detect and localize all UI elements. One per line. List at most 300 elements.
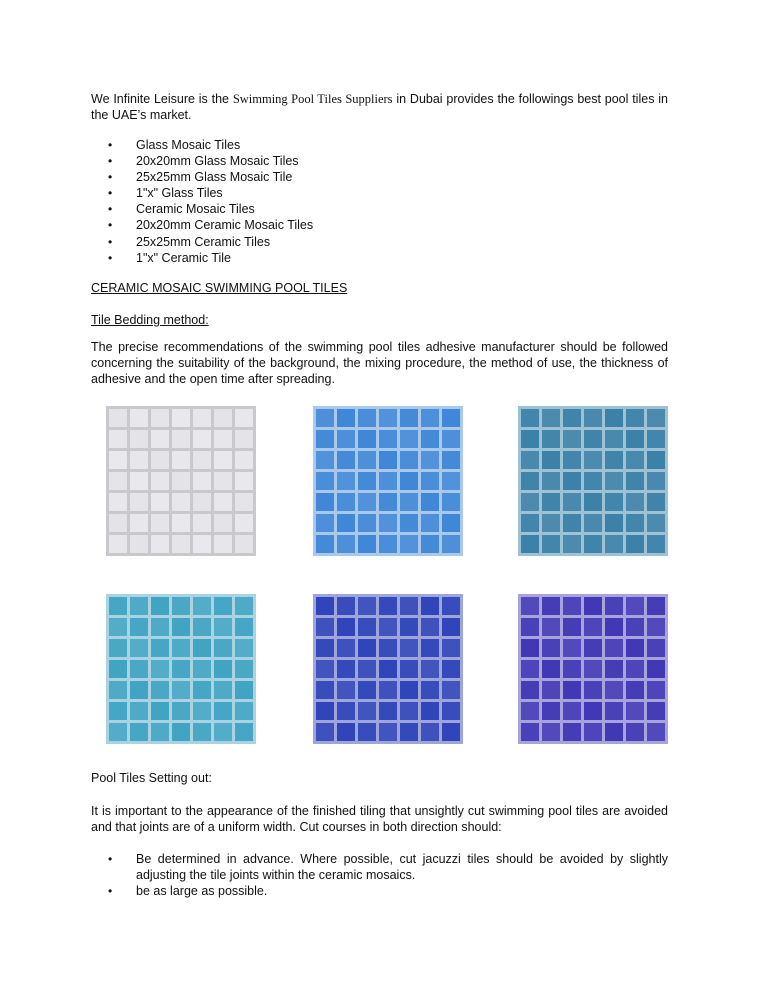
mosaic-cell bbox=[358, 430, 376, 448]
mosaic-cell bbox=[647, 493, 665, 511]
mosaic-cell bbox=[400, 451, 418, 469]
mosaic-cell bbox=[130, 723, 148, 741]
mosaic-cell bbox=[521, 660, 539, 678]
mosaic-cell bbox=[400, 618, 418, 636]
mosaic-cell bbox=[337, 723, 355, 741]
mosaic-cell bbox=[605, 597, 623, 615]
mosaic-cell bbox=[584, 639, 602, 657]
mosaic-cell bbox=[563, 472, 581, 490]
mosaic-cell bbox=[521, 723, 539, 741]
list-item: • 20x20mm Ceramic Mosaic Tiles bbox=[108, 217, 313, 233]
mosaic-cell bbox=[647, 535, 665, 553]
mosaic-cell bbox=[442, 472, 460, 490]
mosaic-cell bbox=[563, 514, 581, 532]
mosaic-cell bbox=[563, 409, 581, 427]
mosaic-cell bbox=[193, 681, 211, 699]
list-item: • 25x25mm Ceramic Tiles bbox=[108, 234, 313, 250]
tile-image-royal-blue bbox=[313, 594, 463, 744]
mosaic-cell bbox=[109, 472, 127, 490]
mosaic-cell bbox=[605, 451, 623, 469]
mosaic-grid bbox=[106, 594, 256, 744]
mosaic-cell bbox=[421, 702, 439, 720]
mosaic-cell bbox=[316, 597, 334, 615]
mosaic-cell bbox=[379, 472, 397, 490]
mosaic-cell bbox=[193, 430, 211, 448]
mosaic-cell bbox=[358, 535, 376, 553]
bedding-heading: Tile Bedding method: bbox=[91, 313, 209, 327]
mosaic-cell bbox=[358, 639, 376, 657]
list-item: • Be determined in advance. Where possible, cut jacuzzi tiles should be avoided by slightly adjusting the tile joints within the ceramic mosaics. bbox=[108, 851, 668, 883]
mosaic-cell bbox=[647, 723, 665, 741]
mosaic-cell bbox=[316, 618, 334, 636]
mosaic-cell bbox=[400, 723, 418, 741]
mosaic-cell bbox=[130, 660, 148, 678]
mosaic-cell bbox=[421, 723, 439, 741]
mosaic-cell bbox=[214, 723, 232, 741]
mosaic-cell bbox=[235, 639, 253, 657]
mosaic-cell bbox=[626, 723, 644, 741]
mosaic-cell bbox=[521, 535, 539, 553]
mosaic-cell bbox=[379, 514, 397, 532]
mosaic-cell bbox=[421, 660, 439, 678]
mosaic-cell bbox=[379, 723, 397, 741]
mosaic-cell bbox=[400, 472, 418, 490]
mosaic-cell bbox=[358, 451, 376, 469]
mosaic-cell bbox=[584, 430, 602, 448]
mosaic-cell bbox=[130, 618, 148, 636]
mosaic-cell bbox=[442, 618, 460, 636]
mosaic-cell bbox=[337, 681, 355, 699]
tile-image-aqua bbox=[106, 594, 256, 744]
mosaic-cell bbox=[626, 409, 644, 427]
mosaic-cell bbox=[605, 409, 623, 427]
mosaic-cell bbox=[626, 514, 644, 532]
mosaic-cell bbox=[542, 409, 560, 427]
mosaic-cell bbox=[235, 430, 253, 448]
mosaic-cell bbox=[584, 535, 602, 553]
mosaic-cell bbox=[379, 597, 397, 615]
mosaic-cell bbox=[626, 493, 644, 511]
mosaic-cell bbox=[400, 430, 418, 448]
mosaic-cell bbox=[337, 409, 355, 427]
mosaic-cell bbox=[172, 430, 190, 448]
mosaic-cell bbox=[358, 514, 376, 532]
mosaic-cell bbox=[358, 472, 376, 490]
mosaic-cell bbox=[626, 472, 644, 490]
mosaic-cell bbox=[442, 639, 460, 657]
mosaic-cell bbox=[109, 618, 127, 636]
mosaic-grid bbox=[518, 406, 668, 556]
mosaic-cell bbox=[442, 702, 460, 720]
mosaic-cell bbox=[379, 535, 397, 553]
mosaic-cell bbox=[214, 430, 232, 448]
mosaic-cell bbox=[442, 535, 460, 553]
mosaic-cell bbox=[563, 597, 581, 615]
mosaic-cell bbox=[316, 639, 334, 657]
mosaic-cell bbox=[605, 660, 623, 678]
mosaic-cell bbox=[172, 618, 190, 636]
mosaic-cell bbox=[130, 409, 148, 427]
mosaic-cell bbox=[400, 639, 418, 657]
mosaic-cell bbox=[337, 702, 355, 720]
mosaic-cell bbox=[563, 430, 581, 448]
mosaic-cell bbox=[563, 639, 581, 657]
mosaic-cell bbox=[421, 472, 439, 490]
mosaic-cell bbox=[151, 409, 169, 427]
tile-types-list bbox=[108, 137, 313, 266]
mosaic-cell bbox=[172, 451, 190, 469]
mosaic-cell bbox=[337, 618, 355, 636]
mosaic-cell bbox=[316, 472, 334, 490]
mosaic-cell bbox=[151, 514, 169, 532]
mosaic-cell bbox=[130, 514, 148, 532]
mosaic-cell bbox=[109, 702, 127, 720]
list-item: • 1"x" Glass Tiles bbox=[108, 185, 313, 201]
mosaic-cell bbox=[172, 681, 190, 699]
mosaic-cell bbox=[214, 639, 232, 657]
mosaic-cell bbox=[193, 493, 211, 511]
mosaic-cell bbox=[521, 451, 539, 469]
mosaic-cell bbox=[442, 660, 460, 678]
mosaic-cell bbox=[584, 681, 602, 699]
mosaic-cell bbox=[109, 514, 127, 532]
mosaic-cell bbox=[421, 514, 439, 532]
mosaic-cell bbox=[235, 618, 253, 636]
mosaic-cell bbox=[109, 597, 127, 615]
intro-paragraph bbox=[91, 91, 668, 123]
tile-image-dark-teal bbox=[518, 406, 668, 556]
mosaic-cell bbox=[584, 702, 602, 720]
mosaic-cell bbox=[214, 451, 232, 469]
mosaic-cell bbox=[421, 681, 439, 699]
mosaic-cell bbox=[605, 430, 623, 448]
mosaic-cell bbox=[214, 472, 232, 490]
mosaic-cell bbox=[542, 681, 560, 699]
mosaic-grid bbox=[313, 406, 463, 556]
mosaic-cell bbox=[542, 702, 560, 720]
mosaic-cell bbox=[626, 430, 644, 448]
mosaic-cell bbox=[521, 639, 539, 657]
mosaic-cell bbox=[379, 409, 397, 427]
bedding-paragraph: The precise recommendations of the swimming pool tiles adhesive manufacturer should be followed concerning the suitability of the background, the mixing procedure, the method of use, the thickness of adhesive and the open time after spreading. bbox=[91, 340, 668, 386]
mosaic-cell bbox=[584, 597, 602, 615]
mosaic-cell bbox=[647, 451, 665, 469]
mosaic-cell bbox=[151, 430, 169, 448]
mosaic-cell bbox=[421, 493, 439, 511]
mosaic-cell bbox=[193, 723, 211, 741]
mosaic-cell bbox=[130, 472, 148, 490]
mosaic-cell bbox=[626, 702, 644, 720]
mosaic-cell bbox=[151, 535, 169, 553]
mosaic-cell bbox=[605, 493, 623, 511]
mosaic-cell bbox=[151, 639, 169, 657]
mosaic-cell bbox=[316, 723, 334, 741]
mosaic-cell bbox=[130, 597, 148, 615]
mosaic-cell bbox=[442, 514, 460, 532]
mosaic-cell bbox=[647, 514, 665, 532]
mosaic-cell bbox=[400, 660, 418, 678]
mosaic-cell bbox=[442, 430, 460, 448]
mosaic-cell bbox=[442, 409, 460, 427]
mosaic-cell bbox=[379, 430, 397, 448]
mosaic-cell bbox=[605, 514, 623, 532]
suppliers-link-text: Swimming Pool Tiles Suppliers bbox=[232, 92, 393, 106]
mosaic-cell bbox=[235, 660, 253, 678]
mosaic-cell bbox=[542, 472, 560, 490]
mosaic-cell bbox=[172, 597, 190, 615]
mosaic-cell bbox=[235, 597, 253, 615]
mosaic-cell bbox=[109, 430, 127, 448]
mosaic-cell bbox=[151, 618, 169, 636]
mosaic-cell bbox=[214, 409, 232, 427]
mosaic-cell bbox=[235, 681, 253, 699]
mosaic-cell bbox=[626, 660, 644, 678]
mosaic-cell bbox=[563, 681, 581, 699]
mosaic-cell bbox=[584, 514, 602, 532]
mosaic-cell bbox=[193, 535, 211, 553]
setting-paragraph: It is important to the appearance of the finished tiling that unsightly cut swimming pool tiles are avoided and that joints are of a uniform width. Cut courses in both direction should: bbox=[91, 804, 668, 834]
mosaic-cell bbox=[193, 660, 211, 678]
mosaic-cell bbox=[563, 451, 581, 469]
mosaic-cell bbox=[172, 702, 190, 720]
mosaic-cell bbox=[109, 535, 127, 553]
mosaic-cell bbox=[379, 639, 397, 657]
mosaic-cell bbox=[421, 535, 439, 553]
mosaic-cell bbox=[626, 618, 644, 636]
mosaic-cell bbox=[130, 681, 148, 699]
tile-image-white bbox=[106, 406, 256, 556]
mosaic-cell bbox=[130, 451, 148, 469]
mosaic-cell bbox=[605, 472, 623, 490]
mosaic-cell bbox=[400, 535, 418, 553]
mosaic-cell bbox=[358, 409, 376, 427]
mosaic-cell bbox=[647, 472, 665, 490]
mosaic-cell bbox=[542, 723, 560, 741]
mosaic-cell bbox=[542, 430, 560, 448]
mosaic-cell bbox=[442, 493, 460, 511]
mosaic-cell bbox=[421, 618, 439, 636]
mosaic-cell bbox=[542, 535, 560, 553]
mosaic-cell bbox=[151, 723, 169, 741]
mosaic-grid bbox=[518, 594, 668, 744]
mosaic-cell bbox=[605, 702, 623, 720]
list-item: • 20x20mm Glass Mosaic Tiles bbox=[108, 153, 313, 169]
mosaic-cell bbox=[109, 493, 127, 511]
mosaic-cell bbox=[563, 660, 581, 678]
mosaic-cell bbox=[130, 702, 148, 720]
mosaic-cell bbox=[400, 514, 418, 532]
mosaic-cell bbox=[214, 597, 232, 615]
mosaic-cell bbox=[337, 430, 355, 448]
mosaic-cell bbox=[358, 702, 376, 720]
mosaic-cell bbox=[109, 451, 127, 469]
mosaic-cell bbox=[151, 660, 169, 678]
mosaic-cell bbox=[172, 639, 190, 657]
mosaic-cell bbox=[542, 639, 560, 657]
mosaic-cell bbox=[442, 681, 460, 699]
mosaic-cell bbox=[647, 409, 665, 427]
mosaic-cell bbox=[109, 660, 127, 678]
mosaic-cell bbox=[521, 514, 539, 532]
mosaic-cell bbox=[563, 723, 581, 741]
mosaic-cell bbox=[193, 618, 211, 636]
intro-text-end: in Dubai provides the followings best pool tiles in the UAE’s market. bbox=[91, 92, 668, 122]
mosaic-cell bbox=[584, 660, 602, 678]
mosaic-cell bbox=[151, 451, 169, 469]
mosaic-cell bbox=[442, 723, 460, 741]
mosaic-cell bbox=[421, 597, 439, 615]
mosaic-cell bbox=[235, 702, 253, 720]
mosaic-cell bbox=[379, 681, 397, 699]
mosaic-cell bbox=[337, 597, 355, 615]
mosaic-cell bbox=[584, 493, 602, 511]
mosaic-cell bbox=[584, 451, 602, 469]
mosaic-cell bbox=[605, 618, 623, 636]
intro-text-start: We Infinite Leisure is the bbox=[91, 92, 233, 106]
mosaic-cell bbox=[151, 493, 169, 511]
mosaic-cell bbox=[521, 597, 539, 615]
mosaic-cell bbox=[316, 681, 334, 699]
mosaic-cell bbox=[421, 451, 439, 469]
mosaic-cell bbox=[193, 514, 211, 532]
mosaic-cell bbox=[235, 723, 253, 741]
mosaic-cell bbox=[584, 723, 602, 741]
mosaic-cell bbox=[647, 597, 665, 615]
mosaic-cell bbox=[337, 639, 355, 657]
mosaic-cell bbox=[235, 535, 253, 553]
list-item: • 25x25mm Glass Mosaic Tile bbox=[108, 169, 313, 185]
mosaic-cell bbox=[379, 660, 397, 678]
mosaic-grid bbox=[106, 406, 256, 556]
mosaic-cell bbox=[521, 618, 539, 636]
mosaic-cell bbox=[172, 514, 190, 532]
setting-points-list bbox=[108, 851, 668, 899]
mosaic-cell bbox=[193, 409, 211, 427]
mosaic-cell bbox=[521, 702, 539, 720]
mosaic-cell bbox=[337, 451, 355, 469]
mosaic-cell bbox=[542, 514, 560, 532]
mosaic-cell bbox=[172, 493, 190, 511]
section-heading: CERAMIC MOSAIC SWIMMING POOL TILES bbox=[91, 281, 348, 295]
mosaic-cell bbox=[109, 681, 127, 699]
mosaic-cell bbox=[235, 514, 253, 532]
mosaic-cell bbox=[193, 451, 211, 469]
mosaic-cell bbox=[151, 597, 169, 615]
mosaic-cell bbox=[379, 618, 397, 636]
mosaic-cell bbox=[214, 681, 232, 699]
mosaic-cell bbox=[584, 618, 602, 636]
mosaic-cell bbox=[542, 618, 560, 636]
mosaic-cell bbox=[130, 493, 148, 511]
mosaic-cell bbox=[337, 472, 355, 490]
mosaic-cell bbox=[563, 535, 581, 553]
mosaic-cell bbox=[442, 451, 460, 469]
mosaic-cell bbox=[151, 702, 169, 720]
mosaic-cell bbox=[316, 451, 334, 469]
mosaic-cell bbox=[521, 681, 539, 699]
mosaic-cell bbox=[337, 535, 355, 553]
mosaic-cell bbox=[626, 639, 644, 657]
mosaic-cell bbox=[214, 514, 232, 532]
mosaic-cell bbox=[647, 681, 665, 699]
mosaic-cell bbox=[400, 493, 418, 511]
mosaic-grid bbox=[313, 594, 463, 744]
mosaic-cell bbox=[214, 618, 232, 636]
mosaic-cell bbox=[172, 409, 190, 427]
mosaic-cell bbox=[379, 702, 397, 720]
mosaic-cell bbox=[563, 493, 581, 511]
mosaic-cell bbox=[130, 430, 148, 448]
mosaic-cell bbox=[214, 493, 232, 511]
mosaic-cell bbox=[337, 660, 355, 678]
mosaic-cell bbox=[358, 723, 376, 741]
mosaic-cell bbox=[521, 409, 539, 427]
mosaic-cell bbox=[214, 660, 232, 678]
mosaic-cell bbox=[647, 702, 665, 720]
mosaic-cell bbox=[358, 493, 376, 511]
mosaic-cell bbox=[521, 430, 539, 448]
tile-image-light-blue bbox=[313, 406, 463, 556]
mosaic-cell bbox=[605, 723, 623, 741]
mosaic-cell bbox=[337, 493, 355, 511]
mosaic-cell bbox=[542, 493, 560, 511]
mosaic-cell bbox=[563, 702, 581, 720]
mosaic-cell bbox=[605, 681, 623, 699]
mosaic-cell bbox=[316, 660, 334, 678]
mosaic-cell bbox=[172, 472, 190, 490]
mosaic-cell bbox=[421, 409, 439, 427]
mosaic-cell bbox=[542, 660, 560, 678]
mosaic-cell bbox=[235, 472, 253, 490]
mosaic-cell bbox=[172, 660, 190, 678]
mosaic-cell bbox=[400, 681, 418, 699]
mosaic-cell bbox=[193, 597, 211, 615]
mosaic-cell bbox=[626, 681, 644, 699]
mosaic-cell bbox=[316, 409, 334, 427]
mosaic-cell bbox=[235, 451, 253, 469]
mosaic-cell bbox=[605, 639, 623, 657]
mosaic-cell bbox=[647, 639, 665, 657]
mosaic-cell bbox=[400, 409, 418, 427]
mosaic-cell bbox=[358, 597, 376, 615]
mosaic-cell bbox=[130, 639, 148, 657]
mosaic-cell bbox=[316, 535, 334, 553]
list-item: • 1"x" Ceramic Tile bbox=[108, 250, 313, 266]
list-item: • Glass Mosaic Tiles bbox=[108, 137, 313, 153]
mosaic-cell bbox=[605, 535, 623, 553]
mosaic-cell bbox=[400, 597, 418, 615]
mosaic-cell bbox=[109, 639, 127, 657]
mosaic-cell bbox=[584, 409, 602, 427]
mosaic-cell bbox=[193, 639, 211, 657]
mosaic-cell bbox=[130, 535, 148, 553]
mosaic-cell bbox=[379, 493, 397, 511]
mosaic-cell bbox=[193, 702, 211, 720]
mosaic-cell bbox=[316, 514, 334, 532]
mosaic-cell bbox=[214, 702, 232, 720]
mosaic-cell bbox=[235, 493, 253, 511]
list-item: • Ceramic Mosaic Tiles bbox=[108, 201, 313, 217]
mosaic-cell bbox=[626, 451, 644, 469]
setting-heading: Pool Tiles Setting out: bbox=[91, 771, 212, 785]
tile-image-violet-blue bbox=[518, 594, 668, 744]
mosaic-cell bbox=[542, 597, 560, 615]
mosaic-cell bbox=[358, 618, 376, 636]
mosaic-cell bbox=[316, 702, 334, 720]
mosaic-cell bbox=[421, 639, 439, 657]
mosaic-cell bbox=[316, 430, 334, 448]
mosaic-cell bbox=[193, 472, 211, 490]
